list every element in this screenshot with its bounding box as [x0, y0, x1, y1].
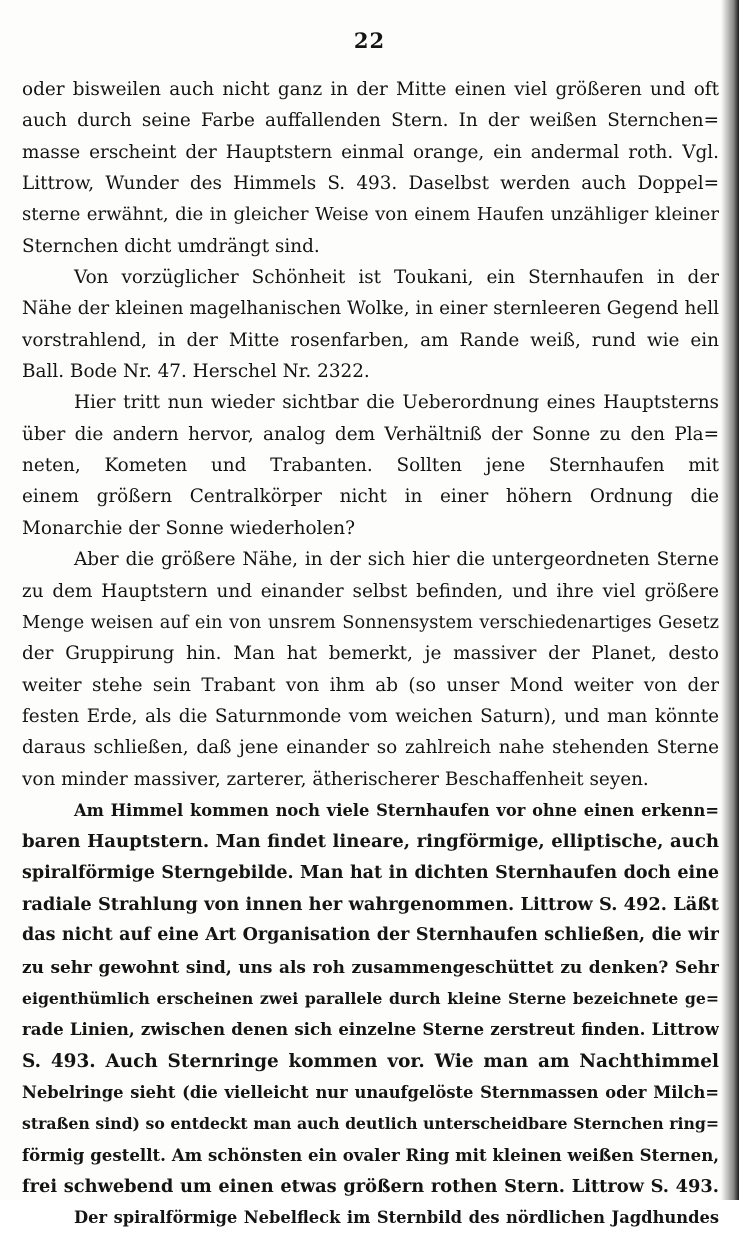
text-line: weiter stehe sein Trabant von ihm ab (so unser Mond weiter von der [22, 674, 719, 696]
text-line: vorstrahlend, in der Mitte rosenfarben, am Rande weiß, rund wie ein [22, 329, 719, 351]
text-line: Hier tritt nun wieder sichtbar die Ueberordnung eines Hauptsterns [74, 392, 719, 414]
text-line: Aber die größere Nähe, in der sich hier die untergeordneten Sterne [74, 549, 719, 571]
text-line: eigenthümlich erscheinen zwei parallele durch kleine Sterne bezeichnete ge= [22, 988, 719, 1008]
text-line: festen Erde, als die Saturnmonde vom weichen Saturn), und man könnte [22, 705, 719, 727]
text-line: Sternchen dicht umdrängt sind. [22, 235, 320, 257]
text-line: förmig gestellt. Am schönsten ein ovaler Ring mit kleinen weißen Sternen, [22, 1144, 719, 1165]
text-line: zu dem Hauptstern und einander selbst befinden, und ihre viel größere [22, 580, 719, 602]
text-line: neten, Kometen und Trabanten. Sollten jene Sternhaufen mit [22, 455, 719, 477]
text-line: der Gruppirung hin. Man hat bemerkt, je massiver der Planet, desto [22, 643, 719, 665]
text-line: radiale Strahlung von innen her wahrgenommen. Littrow S. 492. Läßt [22, 893, 719, 915]
text-line: Monarchie der Sonne wiederholen? [22, 517, 355, 539]
text-line: auch durch seine Farbe auffallenden Stern. In der weißen Sternchen= [22, 110, 719, 132]
text-line: von minder massiver, zarterer, ätherischerer Beschaffenheit seyen. [22, 768, 649, 790]
text-line: spiralförmige Sterngebilde. Man hat in dichten Sternhaufen doch eine [22, 862, 719, 883]
text-line: zu sehr gewohnt sind, uns als roh zusammengeschüttet zu denken? Sehr [22, 956, 719, 977]
text-line: Nebelringe sieht (die vielleicht nur unaufgelöste Sternmassen oder Milch= [22, 1083, 719, 1102]
text-line: oder bisweilen auch nicht ganz in der Mitte einen viel größeren und oft [22, 79, 719, 100]
text-line: Am Himmel kommen noch viele Sternhaufen vor ohne einen erkenn= [74, 800, 719, 820]
text-line: Ball. Bode Nr. 47. Herschel Nr. 2322. [22, 361, 370, 383]
text-line: frei schwebend um einen etwas größern rothen Stern. Littrow S. 493. [22, 1176, 719, 1198]
text-line: einem größern Centralkörper nicht in einer höhern Ordnung die [22, 486, 719, 508]
text-line: sterne erwähnt, die in gleicher Weise von einem Haufen unzähliger kleiner [22, 204, 719, 226]
text-line: Der spiralförmige Nebelfleck im Sternbild des nördlichen Jagdhundes [74, 1208, 719, 1228]
text-line: Von vorzüglicher Schönheit ist Toukani, ein Sternhaufen in der [74, 267, 719, 289]
text-line: S. 493. Auch Sternringe kommen vor. Wie man am Nachthimmel [22, 1050, 719, 1072]
text-line: Littrow, Wunder des Himmels S. 493. Daselbst werden auch Doppel= [22, 173, 719, 195]
text-line: baren Hauptstern. Man findet lineare, ringförmige, elliptische, auch [22, 831, 719, 853]
text-line: das nicht auf eine Art Organisation der Sternhaufen schließen, die wir [22, 925, 719, 946]
text-line: masse erscheint der Hauptstern einmal orange, ein andermal roth. Vgl. [22, 141, 719, 163]
text-line: über die andern hervor, analog dem Verhältniß der Sonne zu den Pla= [22, 423, 719, 445]
page-number: 22 [353, 28, 386, 53]
page-edge-shadow [721, 0, 739, 1200]
text-line: daraus schließen, daß jene einander so zahlreich nahe stehenden Sterne [22, 737, 719, 759]
text-line: rade Linien, zwischen denen sich einzelne Sterne zerstreut finden. Littrow [22, 1019, 719, 1040]
text-line: Menge weisen auf ein von unsrem Sonnensystem verschiedenartiges Gesetz [22, 611, 719, 633]
text-line: Nähe der kleinen magelhanischen Wolke, in einer sternleeren Gegend hell [22, 298, 719, 320]
body-text [22, 74, 719, 1234]
text-line: straßen sind) so entdeckt man auch deutlich unterscheidbare Sternchen ring= [22, 1114, 719, 1134]
